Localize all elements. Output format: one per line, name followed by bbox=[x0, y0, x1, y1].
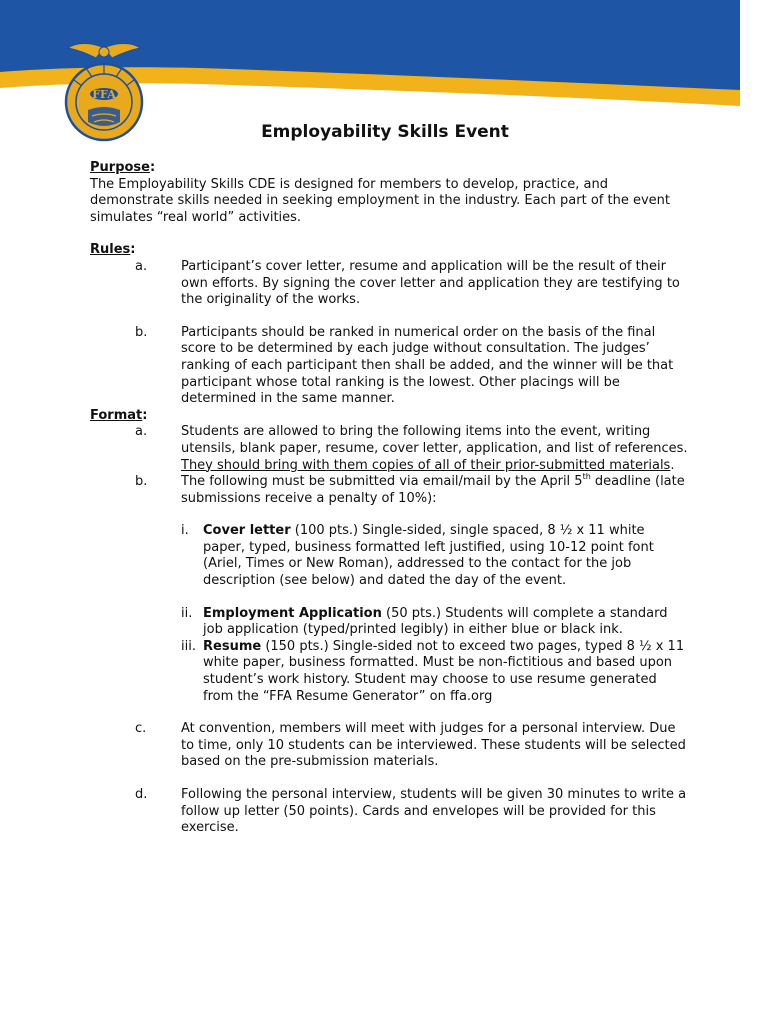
rule-item bbox=[90, 259, 690, 309]
format-c-text: At convention, members will meet with judges for a personal interview. Due to time, only 10 students can be interviewed. These students will be selected based on the pre-submission materials. bbox=[181, 721, 686, 770]
rule-text: Participants should be ranked in numerical order on the basis of the final score to be determined by each judge without consultation. The judges’ ranking of each participant then shall be added, and the winner will be that participant whose total ranking is the lowest. Other placings will be determined in the same manner. bbox=[181, 324, 674, 407]
submission-text: (50 pts.) Students will complete a standard job application (typed/printed legibly) in either blue or black ink. bbox=[203, 605, 668, 638]
format-a-end: . bbox=[670, 457, 675, 473]
format-item-a bbox=[90, 424, 690, 474]
submission-item-cover-letter bbox=[90, 523, 690, 589]
format-a-underlined: They should bring with them copies of all of their prior-submitted materials bbox=[181, 457, 671, 473]
format-item-c bbox=[90, 721, 690, 771]
roman-numeral: iii. bbox=[181, 638, 196, 654]
document-body bbox=[90, 160, 690, 837]
purpose-heading: Purpose bbox=[90, 160, 150, 175]
submission-title: Employment Application bbox=[203, 605, 382, 621]
page-title: Employability Skills Event bbox=[261, 122, 509, 142]
format-letter: c. bbox=[135, 721, 147, 737]
submission-item-resume bbox=[90, 639, 690, 705]
submission-text: (100 pts.) Single-sided, single spaced, 8 ½ x 11 white paper, typed, business formatted left justified, using 10-12 point font (Ariel, Times or New Roman), addressed to the contact for the job description (see below) and dated the day of the event. bbox=[203, 523, 654, 589]
format-item-d bbox=[90, 787, 690, 837]
format-letter: d. bbox=[135, 787, 148, 802]
submission-title: Resume bbox=[203, 638, 262, 654]
format-d-text: Following the personal interview, students will be given 30 minutes to write a follow up letter (50 points). Cards and envelopes will be provided for this exercise. bbox=[181, 787, 687, 836]
rule-letter: b. bbox=[135, 324, 148, 340]
logo-ffa-text: FFA bbox=[92, 88, 116, 101]
rule-text: Participant’s cover letter, resume and application will be the result of their own efforts. By signing the cover letter and application they are testifying to the originality of the works. bbox=[181, 258, 680, 308]
format-b-superscript: th bbox=[582, 472, 591, 482]
format-section: Format: a. Students are allowed to bring the following items into the event, writing utensils, blank paper, resume, cover letter, application, and list of references. They should bring with them copies of all of their prior-submitted materials. b. The following must be submitted via email/mail by the April 5th deadline (late submissions receive a penalty of 10%): i. Cover letter (100 pts.) Single-sided, single spaced, 8 ½ x 11 white paper, typed, business formatted left justified, using 10-12 point font (Ariel, Times or New Roman), addressed to the contact for the job description (see below) and dated the day of the event. ii. Employment Application (50 pts.) Students will complete a standard job application (typed/printed legibly) in either blue or black ink. iii. Resume (150 pts.) Single-sided not to exceed two pages, typed 8 ½ x 11 white paper, business formatted. Must be non-fictitious and based upon student’s work history. Student may choose to use resume generated from the “FFA Resume Generator” on ffa.org c. At convention, members will meet with judges for a personal interview. Due to time, only 10 students can be interviewed. These students will be selected based on the pre-submission materials. d. Following the personal interview, students will be given 30 minutes to write a follow up letter (50 points). Cards and envelopes will be provided for this exercise. bbox=[90, 408, 690, 837]
format-a-text: Students are allowed to bring the following items into the event, writing utensils, blank paper, resume, cover letter, application, and list of references. bbox=[181, 424, 688, 456]
rules-section: Rules: a. Participant’s cover letter, resume and application will be the result of their own efforts. By signing the cover letter and application they are testifying to the originality of the works. b. Participants should be ranked in numerical order on the basis of the final score to be determined by each judge without consultation. The judges’ ranking of each participant then shall be added, and the winner will be that participant whose total ranking is the lowest. Other placings will be determined in the same manner. bbox=[90, 242, 690, 407]
rule-item bbox=[90, 325, 690, 408]
format-letter: b. bbox=[135, 474, 148, 490]
submission-title: Cover letter bbox=[203, 523, 291, 539]
format-item-b bbox=[90, 474, 690, 507]
submission-text: (150 pts.) Single-sided not to exceed two pages, typed 8 ½ x 11 white paper, business formatted. Must be non-fictitious and based upon student’s work history. Student may choose to use resume generated from the “FFA Resume Generator” on ffa.org bbox=[203, 638, 685, 704]
purpose-text: The Employability Skills CDE is designed for members to develop, practice, and demonstrate skills needed in seeking employment in the industry. Each part of the event simulates “real world” activities. bbox=[90, 176, 671, 225]
rules-heading: Rules bbox=[90, 242, 131, 258]
format-letter: a. bbox=[135, 424, 148, 440]
purpose-section: Purpose: The Employability Skills CDE is designed for members to develop, practice, and demonstrate skills needed in seeking employment in the industry. Each part of the event simulates “real world” activities. bbox=[90, 160, 690, 226]
submission-item-employment-application bbox=[90, 606, 690, 639]
format-b-text: The following must be submitted via email/mail by the April 5 bbox=[181, 474, 583, 490]
format-heading: Format bbox=[90, 407, 143, 423]
roman-numeral: i. bbox=[181, 523, 189, 539]
rule-letter: a. bbox=[135, 258, 148, 274]
format-b-text-after: deadline (late submissions receive a penalty of 10%): bbox=[181, 474, 685, 506]
roman-numeral: ii. bbox=[181, 605, 193, 621]
